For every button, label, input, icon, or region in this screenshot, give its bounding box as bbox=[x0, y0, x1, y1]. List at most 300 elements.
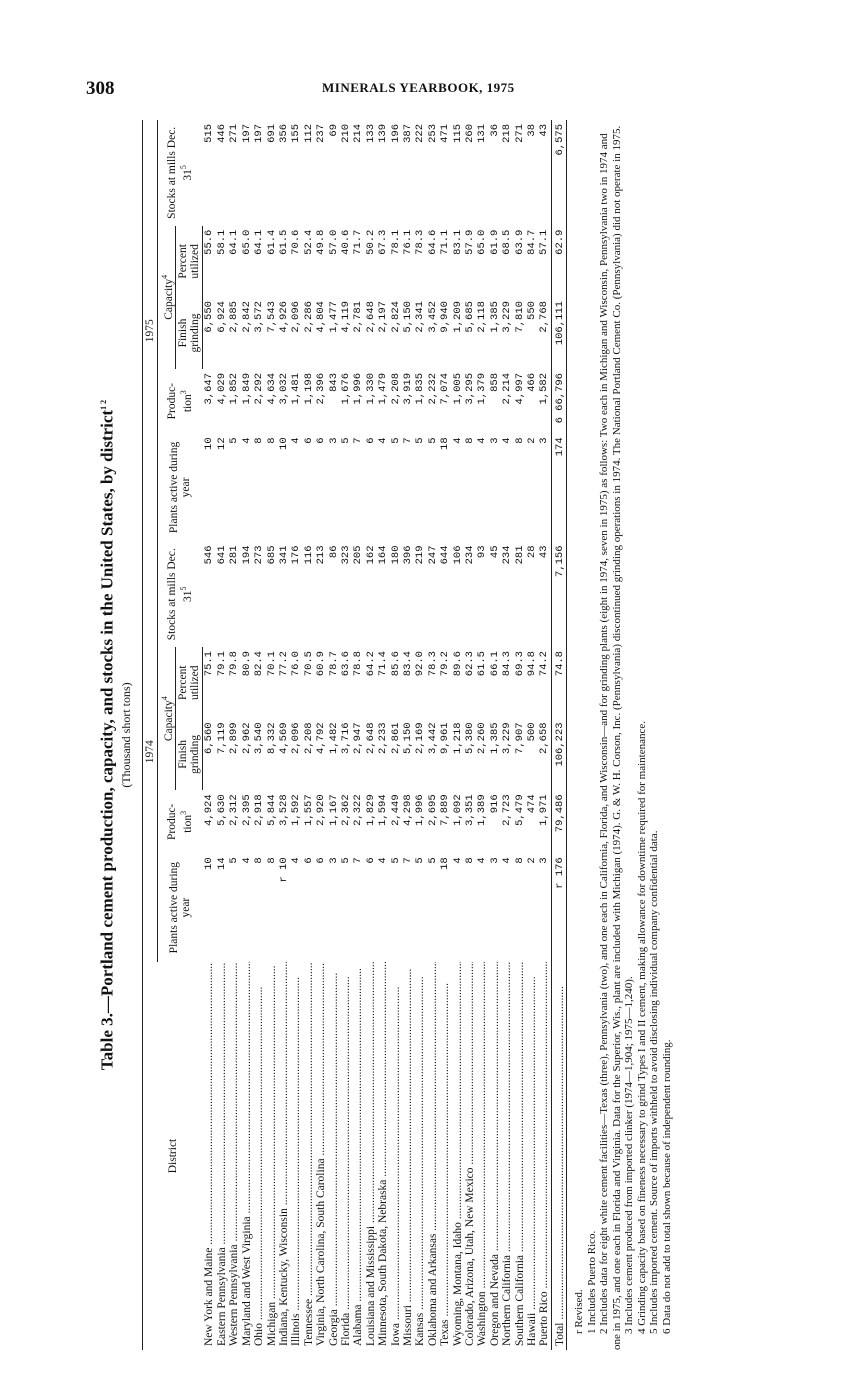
cell-f75: 2,341 bbox=[414, 301, 427, 333]
cell-pr75: 4,997 bbox=[513, 373, 526, 405]
table-row bbox=[489, 120, 501, 1350]
cell-s74: 86 bbox=[327, 545, 340, 559]
district-cell bbox=[464, 962, 476, 1350]
cell-f74: 2,096 bbox=[290, 722, 303, 754]
cell-s75: 356 bbox=[277, 124, 290, 143]
cell-f75: 3,572 bbox=[253, 301, 266, 333]
table-row bbox=[340, 120, 352, 1350]
district-name: Michigan ..... bbox=[266, 966, 278, 1346]
cell-s74: 45 bbox=[488, 545, 501, 559]
table-row bbox=[303, 120, 315, 1350]
cell-pr74: 2,395 bbox=[240, 794, 253, 826]
cell-p74: 5 bbox=[389, 857, 402, 864]
cell-p74: 2 bbox=[526, 857, 539, 864]
cell-pr74: 2,918 bbox=[253, 794, 266, 826]
table-row bbox=[266, 120, 278, 1350]
cell-pr75: 2,396 bbox=[315, 373, 328, 405]
cement-table bbox=[142, 120, 568, 1350]
cell-s74: 176 bbox=[290, 545, 303, 565]
cell-pr75: 6 66,796 bbox=[551, 369, 566, 433]
cell-s75: 112 bbox=[302, 124, 315, 143]
table-title bbox=[94, 120, 118, 1350]
cell-f75: 106,111 bbox=[551, 297, 566, 369]
cell-pr75: 3,032 bbox=[277, 373, 290, 405]
cell-f75: 7,810 bbox=[513, 301, 526, 333]
cell-p74: 8 bbox=[253, 857, 266, 864]
cell-p75: 8 bbox=[513, 437, 526, 444]
district-name: Colorado, Arizona, Utah, New Mexico ..... bbox=[464, 962, 476, 1346]
cell-u75: 61.4 bbox=[265, 229, 278, 255]
district-name: Iowa ..... bbox=[390, 987, 402, 1346]
cell-u75: 78.3 bbox=[414, 229, 427, 255]
district-name: New York and Maine ..... bbox=[203, 962, 215, 1346]
table-row bbox=[390, 120, 402, 1350]
page-number: 308 bbox=[86, 78, 115, 99]
cell-u75: 57.1 bbox=[538, 229, 551, 255]
cell-u74: 60.9 bbox=[315, 651, 328, 677]
cell-u75: 65.0 bbox=[240, 229, 253, 255]
rotated-table-block bbox=[86, 120, 741, 1350]
cell-s74: 28 bbox=[526, 545, 539, 559]
cell-f74: 1,218 bbox=[451, 722, 464, 754]
cell-s74: 205 bbox=[352, 545, 365, 565]
cell-f75: 2,768 bbox=[538, 301, 551, 333]
cell-u74: 78.3 bbox=[426, 651, 439, 677]
header-plants-1974: Plants active during year bbox=[168, 861, 193, 954]
cell-u74: 63.6 bbox=[339, 651, 352, 677]
cell-p74: 3 bbox=[488, 857, 501, 864]
cell-p74: 4 bbox=[377, 857, 390, 864]
running-head: MINERALS YEARBOOK, 1975 bbox=[322, 80, 515, 95]
cell-pr75: 1,835 bbox=[414, 373, 427, 405]
cell-s74: 234 bbox=[464, 545, 477, 565]
cell-u75: 62.9 bbox=[551, 226, 566, 297]
cell-pr75: 1,481 bbox=[290, 373, 303, 405]
district-cell bbox=[216, 962, 228, 1350]
cell-s75: 196 bbox=[389, 124, 402, 143]
cell-f75: 5,685 bbox=[464, 301, 477, 333]
cell-pr74: 2,449 bbox=[389, 794, 402, 826]
cell-f74: 4,569 bbox=[277, 722, 290, 754]
cell-pr74: 3,528 bbox=[277, 794, 290, 826]
cell-pr75: 4,029 bbox=[215, 373, 228, 405]
cell-f75: 2,286 bbox=[302, 301, 315, 333]
cell-p74: 5 bbox=[228, 857, 241, 864]
cell-u75: 70.6 bbox=[290, 229, 303, 255]
cell-pr74: 1,996 bbox=[414, 794, 427, 826]
cell-f75: 2,197 bbox=[377, 301, 390, 333]
district-name: Indiana, Kentucky, Wisconsin ..... bbox=[278, 962, 290, 1346]
table-row bbox=[439, 120, 451, 1350]
cell-f74: 9,961 bbox=[439, 722, 452, 754]
footnote: 1 Includes Puerto Rico. bbox=[585, 1230, 598, 1334]
cell-u74: 61.5 bbox=[476, 651, 489, 677]
cell-u75: 61.9 bbox=[488, 229, 501, 255]
header-production-1975 bbox=[157, 369, 203, 433]
district-cell bbox=[390, 962, 402, 1350]
cell-pr74: 2,322 bbox=[352, 794, 365, 826]
cell-p74: 4 bbox=[240, 857, 253, 864]
cell-p74: 4 bbox=[476, 857, 489, 864]
cell-p75: 5 bbox=[339, 437, 352, 444]
cell-s75: 271 bbox=[228, 124, 241, 143]
cell-s75: 446 bbox=[215, 124, 228, 143]
district-cell bbox=[315, 962, 327, 1350]
cell-f75: 4,926 bbox=[277, 301, 290, 333]
cell-p74: 3 bbox=[538, 857, 551, 864]
cell-p74: 6 bbox=[364, 857, 377, 864]
cell-u74: 94.8 bbox=[526, 651, 539, 677]
cell-pr74: 5,630 bbox=[215, 794, 228, 826]
cell-pr75: 3,647 bbox=[203, 373, 216, 405]
cell-p74: 18 bbox=[439, 857, 452, 870]
table-row bbox=[452, 120, 464, 1350]
cell-f74: 2,169 bbox=[414, 722, 427, 754]
cell-u75: 58.1 bbox=[215, 229, 228, 255]
cell-u74: 62.3 bbox=[464, 651, 477, 677]
cell-f74: 7,907 bbox=[513, 722, 526, 754]
cell-pr74: 2,723 bbox=[501, 794, 514, 826]
cell-f74: 2,861 bbox=[389, 722, 402, 754]
cell-pr74: 3,351 bbox=[464, 794, 477, 826]
cell-s75: 38 bbox=[526, 124, 539, 137]
footnote: 2 Includes data for eight white cement facilities—Texas (three), Pennsylvania (two), and one each in California, Florida, and Wisconsin—and for grinding plants (eight in 1974, seven in 1975) as follows: Two each in Michigan and Wisconsin, Pennsylvania two in 1974 and one in 1975, and one each in Florida and Virginia. Data for the Superior, Wis., plant are included with Michigan (1974). G. & W. H. Corson, Inc. (Pennsylvania) discontinued grinding operations in 1974. The National Portland Cement Co. (Pennsylvania) did not operate in 1975. bbox=[598, 125, 623, 1350]
cell-f75: 2,842 bbox=[240, 301, 253, 333]
cell-f74: 3,540 bbox=[253, 722, 266, 754]
cell-s75: 218 bbox=[501, 124, 514, 143]
cell-f75: 2,824 bbox=[389, 301, 402, 333]
district-name: Western Pennsylvania ..... bbox=[228, 962, 240, 1346]
cell-pr74: 4,924 bbox=[203, 794, 216, 826]
header-percent-1974: Percent utilized bbox=[176, 647, 203, 718]
cell-u75: 40.6 bbox=[339, 229, 352, 255]
district-cell bbox=[303, 962, 315, 1350]
header-capacity-1974-text: Capacity bbox=[162, 700, 175, 742]
cell-u75: 78.1 bbox=[389, 229, 402, 255]
cell-p74: r 176 bbox=[551, 853, 566, 962]
district-name: Total ..... bbox=[554, 986, 566, 1346]
district-cell bbox=[365, 962, 377, 1350]
cell-s75: 133 bbox=[364, 124, 377, 143]
cell-pr74: 79,486 bbox=[551, 790, 566, 853]
cell-f74: 5,380 bbox=[464, 722, 477, 754]
cell-f74: 2,233 bbox=[377, 722, 390, 754]
district-cell bbox=[551, 962, 566, 1350]
cell-s75: 6,575 bbox=[551, 120, 566, 226]
cell-p74: 5 bbox=[426, 857, 439, 864]
table-row bbox=[216, 120, 228, 1350]
cell-u74: 66.1 bbox=[488, 651, 501, 677]
cell-u74: 70.5 bbox=[302, 651, 315, 677]
cell-pr74: 1,829 bbox=[364, 794, 377, 826]
header-stocks-1974 bbox=[157, 541, 203, 647]
district-cell bbox=[501, 962, 513, 1350]
cell-f75: 2,118 bbox=[476, 301, 489, 333]
cell-p75: 4 bbox=[290, 437, 303, 444]
district-name: Louisiana and Mississippi ..... bbox=[365, 962, 377, 1346]
cell-p75: 3 bbox=[327, 437, 340, 444]
cell-u75: 57.9 bbox=[464, 229, 477, 255]
cell-s74: 213 bbox=[315, 545, 328, 565]
district-cell bbox=[290, 962, 302, 1350]
cell-u74: 74.8 bbox=[551, 647, 566, 718]
header-production-1974-text: Produc- tion bbox=[166, 803, 195, 841]
header-stocks-1975-text: Stocks at mills Dec. 31 bbox=[166, 126, 195, 219]
district-cell bbox=[538, 962, 551, 1350]
district-cell bbox=[414, 962, 426, 1350]
cell-p74: 10 bbox=[203, 857, 216, 870]
cell-p75: 8 bbox=[464, 437, 477, 444]
district-cell bbox=[266, 962, 278, 1350]
district-name: Washington ..... bbox=[476, 962, 488, 1346]
table-row bbox=[514, 120, 526, 1350]
district-name: Oklahoma and Arkansas ..... bbox=[427, 962, 439, 1346]
district-name: Southern California ..... bbox=[514, 962, 526, 1346]
table-row bbox=[365, 120, 377, 1350]
cell-p75: 8 bbox=[253, 437, 266, 444]
cell-f74: 2,962 bbox=[240, 722, 253, 754]
cell-s74: 219 bbox=[414, 545, 427, 565]
header-percent-1975: Percent utilized bbox=[176, 226, 203, 297]
header-production-1974-sup: 3 bbox=[179, 810, 189, 815]
cell-f74: 3,442 bbox=[426, 722, 439, 754]
table-title-sup: 1 2 bbox=[99, 399, 108, 410]
cell-p75: 6 bbox=[315, 437, 328, 444]
cell-s75: 36 bbox=[488, 124, 501, 137]
header-stocks-1975 bbox=[157, 120, 203, 226]
cell-f74: 3,229 bbox=[501, 722, 514, 754]
cell-s75: 131 bbox=[476, 124, 489, 143]
cell-pr75: 1,005 bbox=[451, 373, 464, 405]
cell-u75: 71.7 bbox=[352, 229, 365, 255]
cell-s74: 685 bbox=[265, 545, 278, 565]
cell-u75: 68.5 bbox=[501, 229, 514, 255]
table-row bbox=[290, 120, 302, 1350]
cell-p75: 4 bbox=[501, 437, 514, 444]
cell-f75: 9,940 bbox=[439, 301, 452, 333]
cell-u74: 75.1 bbox=[203, 651, 216, 677]
cell-s75: 115 bbox=[451, 124, 464, 143]
district-cell bbox=[203, 962, 216, 1350]
cell-s74: 281 bbox=[513, 545, 526, 565]
cell-pr74: 2,695 bbox=[426, 794, 439, 826]
cell-u75: 63.9 bbox=[513, 229, 526, 255]
table-row bbox=[352, 120, 364, 1350]
cell-pr74: 5,479 bbox=[513, 794, 526, 826]
cell-p74: 4 bbox=[501, 857, 514, 864]
cell-pr74: 1,389 bbox=[476, 794, 489, 826]
table-row bbox=[228, 120, 240, 1350]
cell-s74: 162 bbox=[364, 545, 377, 565]
district-cell bbox=[427, 962, 439, 1350]
header-year-1975: 1975 bbox=[142, 120, 157, 541]
cell-p74: 7 bbox=[352, 857, 365, 864]
table-row bbox=[476, 120, 488, 1350]
cell-u75: 64.1 bbox=[253, 229, 266, 255]
cell-s75: 139 bbox=[377, 124, 390, 143]
district-cell bbox=[278, 962, 290, 1350]
cell-pr74: 7,889 bbox=[439, 794, 452, 826]
cell-s75: 271 bbox=[513, 124, 526, 143]
header-capacity-1975-text: Capacity bbox=[162, 278, 175, 320]
cell-s74: 234 bbox=[501, 545, 514, 565]
cell-u75: 52.4 bbox=[302, 229, 315, 255]
cell-pr75: 3,295 bbox=[464, 373, 477, 405]
cell-u74: 77.2 bbox=[277, 651, 290, 677]
cell-f75: 1,477 bbox=[327, 301, 340, 333]
table-row bbox=[203, 120, 216, 1350]
cell-s75: 43 bbox=[538, 124, 551, 137]
cell-p75: 5 bbox=[426, 437, 439, 444]
district-cell bbox=[514, 962, 526, 1350]
cell-f74: 2,899 bbox=[228, 722, 241, 754]
cell-p75: 3 bbox=[538, 437, 551, 444]
cell-pr75: 1,849 bbox=[240, 373, 253, 405]
cell-p74: 3 bbox=[327, 857, 340, 864]
table-row bbox=[414, 120, 426, 1350]
cell-p74: 8 bbox=[513, 857, 526, 864]
footnote: 3 Includes cement produced from imported clinker (1974—1,904; 1975—1,240). bbox=[623, 976, 636, 1334]
cell-f75: 2,096 bbox=[290, 301, 303, 333]
cell-p75: 6 bbox=[302, 437, 315, 444]
footnote: 6 Data do not add to total shown because of independent rounding. bbox=[660, 1039, 673, 1334]
header-year-1974: 1974 bbox=[142, 541, 157, 962]
footnotes bbox=[573, 120, 673, 1350]
cell-s74: 546 bbox=[203, 545, 216, 565]
table-row bbox=[315, 120, 327, 1350]
cell-s75: 260 bbox=[464, 124, 477, 143]
district-cell bbox=[228, 962, 240, 1350]
table-title-text: Table 3.—Portland cement production, capacity, and stocks in the United States, by district bbox=[97, 409, 117, 1071]
cell-pr75: 843 bbox=[327, 373, 340, 392]
cell-u74: 83.4 bbox=[401, 651, 414, 677]
cell-pr75: 3,919 bbox=[401, 373, 414, 405]
cell-f74: 2,648 bbox=[364, 722, 377, 754]
cell-pr75: 1,996 bbox=[352, 373, 365, 405]
cell-u75: 67.3 bbox=[377, 229, 390, 255]
header-district: District bbox=[142, 962, 203, 1350]
cell-f75: 2,648 bbox=[364, 301, 377, 333]
district-name: Puerto Rico ..... bbox=[538, 962, 550, 1346]
district-cell bbox=[253, 962, 265, 1350]
cell-u75: 83.1 bbox=[451, 229, 464, 255]
cell-p75: 174 bbox=[551, 433, 566, 541]
cell-pr74: 1,092 bbox=[451, 794, 464, 826]
district-cell bbox=[377, 962, 389, 1350]
cell-u74: 84.3 bbox=[501, 651, 514, 677]
cell-p74: 5 bbox=[339, 857, 352, 864]
cell-p74: 6 bbox=[315, 857, 328, 864]
table-row bbox=[241, 120, 253, 1350]
cell-u74: 71.4 bbox=[377, 651, 390, 677]
cell-f74: 2,208 bbox=[302, 722, 315, 754]
cell-p75: 3 bbox=[488, 437, 501, 444]
cell-p74: 14 bbox=[215, 857, 228, 870]
cell-pr75: 7,074 bbox=[439, 373, 452, 405]
cell-s75: 237 bbox=[315, 124, 328, 143]
cell-p74: 8 bbox=[265, 857, 278, 864]
cell-u74: 89.6 bbox=[451, 651, 464, 677]
district-name: Georgia ..... bbox=[328, 973, 340, 1346]
cell-pr75: 1,582 bbox=[538, 373, 551, 405]
cell-p74: 6 bbox=[302, 857, 315, 864]
district-cell bbox=[526, 962, 538, 1350]
cell-p75: 5 bbox=[414, 437, 427, 444]
header-production-1975-sup: 3 bbox=[179, 390, 189, 395]
table-subtitle: (Thousand short tons) bbox=[118, 682, 133, 788]
cell-pr75: 1,676 bbox=[339, 373, 352, 405]
cell-u74: 79.2 bbox=[439, 651, 452, 677]
cell-p75: 7 bbox=[352, 437, 365, 444]
cell-p75: 5 bbox=[228, 437, 241, 444]
cell-f75: 7,543 bbox=[265, 301, 278, 333]
cell-s74: 106 bbox=[451, 545, 464, 565]
cell-f75: 3,452 bbox=[426, 301, 439, 333]
cell-p75: 4 bbox=[377, 437, 390, 444]
cell-p74: 5 bbox=[414, 857, 427, 864]
cell-pr75: 1,330 bbox=[364, 373, 377, 405]
cell-p75: 18 bbox=[439, 437, 452, 450]
district-cell bbox=[241, 962, 253, 1350]
district-name: Hawaii ..... bbox=[526, 976, 538, 1346]
cell-u74: 79.1 bbox=[215, 651, 228, 677]
cell-u74: 78.7 bbox=[327, 651, 340, 677]
cell-f74: 500 bbox=[526, 722, 539, 742]
footnote: 4 Grinding capacity based on fineness necessary to grind Types I and II cement, making allowance for downtime required for maintenance. bbox=[635, 721, 648, 1334]
cell-u74: 69.3 bbox=[513, 651, 526, 677]
district-name: Virginia, North Carolina, South Carolina ..... bbox=[315, 962, 327, 1346]
district-name: Maryland and West Virginia ..... bbox=[241, 962, 253, 1346]
footnote: r Revised. bbox=[573, 1289, 586, 1334]
table-row bbox=[501, 120, 513, 1350]
table-row bbox=[278, 120, 290, 1350]
cell-s74: 164 bbox=[377, 545, 390, 565]
cell-u75: 55.6 bbox=[203, 229, 216, 255]
cell-p75: 4 bbox=[451, 437, 464, 444]
cell-pr74: 916 bbox=[488, 794, 501, 814]
cell-p74: r 10 bbox=[277, 857, 290, 883]
cell-f75: 550 bbox=[526, 301, 539, 320]
header-stocks-1975-sup: 5 bbox=[179, 165, 189, 170]
cell-u75: 76.1 bbox=[401, 229, 414, 255]
cell-s75: 197 bbox=[240, 124, 253, 143]
cell-u75: 57.0 bbox=[327, 229, 340, 255]
cell-s75: 214 bbox=[352, 124, 365, 143]
cell-s74: 7,156 bbox=[551, 541, 566, 647]
table-row bbox=[328, 120, 340, 1350]
cell-s74: 641 bbox=[215, 545, 228, 565]
district-name: Florida ..... bbox=[340, 976, 352, 1346]
cell-u75: 65.0 bbox=[476, 229, 489, 255]
cell-pr75: 4,634 bbox=[265, 373, 278, 405]
district-name: Northern California ..... bbox=[501, 962, 513, 1346]
cell-u74: 82.4 bbox=[253, 651, 266, 677]
cell-pr75: 466 bbox=[526, 373, 539, 392]
cell-s75: 197 bbox=[253, 124, 266, 143]
cell-pr74: 1,167 bbox=[327, 794, 340, 826]
cell-p75: 8 bbox=[265, 437, 278, 444]
cell-u75: 50.2 bbox=[364, 229, 377, 255]
cell-f74: 1,385 bbox=[488, 722, 501, 754]
district-name: Wyoming, Montana, Idaho ..... bbox=[452, 962, 464, 1346]
district-cell bbox=[476, 962, 488, 1350]
district-cell bbox=[352, 962, 364, 1350]
header-production-1974 bbox=[157, 790, 203, 853]
cell-pr74: 2,920 bbox=[315, 794, 328, 826]
cell-pr74: 1,971 bbox=[538, 794, 551, 826]
cell-s75: 222 bbox=[414, 124, 427, 143]
cell-u74: 64.2 bbox=[364, 651, 377, 677]
